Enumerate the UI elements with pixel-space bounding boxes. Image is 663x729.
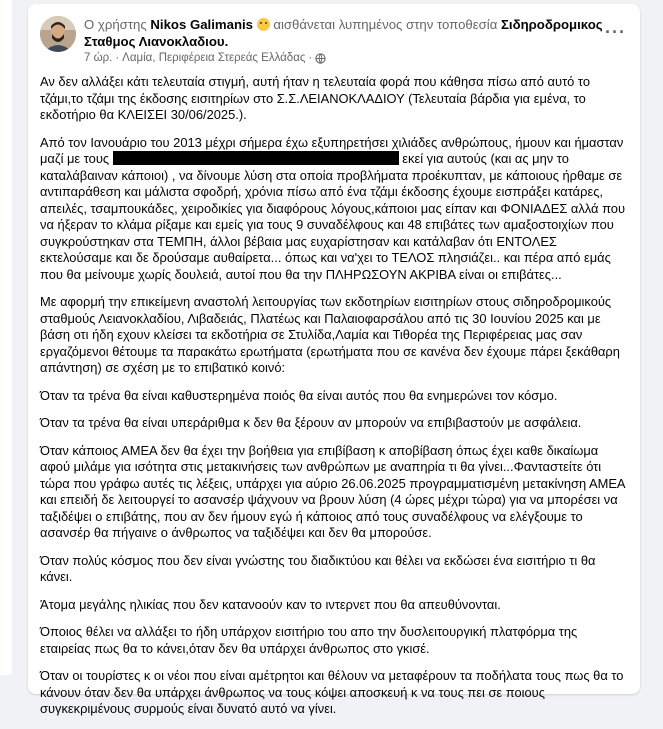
meta-separator: · (115, 52, 120, 64)
feeling-text: αισθάνεται λυπημένος στην τοποθεσία (273, 17, 498, 32)
post-paragraph-7: Όταν πολύς κόσμος που δεν είναι γνώστης του διαδικτύου και θέλει να εκδώσει ένα εισιτήριο τι θα κάνει. (40, 552, 596, 584)
post-body (40, 74, 630, 729)
post-paragraph-2-start: Από τον Ιανουάριο του 2013 μέχρι σήμερα έχω εξυπηρετήσει χιλιάδες ανθρώπους, ήμουν και ήμασταν μαζί με τους (40, 134, 624, 166)
globe-icon (315, 53, 326, 64)
post-paragraph-10: Όταν οι τουρίστες κ οι νέοι που είναι αμέτρητοι και θέλουν να μεταφέρουν τα ποδήλατα τους πως θα το κάνουν όταν δεν θα υπάρχει άνθρωπος να τους κόψει αποσκευή κ να τους πει σε ποιους συγκεκριμένους συρμούς είναι δυνατό αυτό να γίνει. (40, 668, 624, 716)
post-paragraph-8: Άτομα μεγάλης ηλικίας που δεν κατανοούν καν το ιντερνετ που θα απευθύνονται. (40, 596, 501, 612)
post-time[interactable]: 7 ώρ. (84, 52, 113, 64)
more-options-button[interactable]: ··· (605, 22, 626, 42)
post-paragraph-9: Όποιος θέλει να αλλάξει το ήδη υπάρχον εισιτήριο του απο την δυσλειτουργική πλατφόρμα της εταιρείας πως θα το κάνει,όταν δεν θα υπάρχει άνθρωπος στο γκισέ. (40, 624, 578, 656)
post-paragraph-5: Όταν τα τρένα θα είναι υπεράριθμα κ δεν θα ξέρουν αν μπορούν να επιβιβαστούν με ασφάλεια. (40, 415, 582, 430)
post-paragraph-2-rest: εκεί για αυτούς (και ας μην το καταλάβαιναν κάποιοι) , να δίνουμε λύση στα οποία προβλήματα προέκυπταν, με κάποιους ήρθαμε σε αντιπαράθεση και μάλιστα σφοδρή, χρόνια πίσω από ένα τζάμι έκδοσης έχουμε εισπράξει κατάρες, απειλές, τσαμπουκάδες, χειροδικίες για διαφόρους λόγους,κάποιοι μας είπαν και ΦΟΝΙΑΔΕΣ αλλά που να ήξεραν το κλάμα ρίξαμε και εμείς για τους 9 συναδέλφους και 48 επιβάτες των αμαξοστοιχίων που συγκρούστηκαν στα ΤΕΜΠΗ, άλλοι βέβαια μας ευχαρίστησαν και κατάλαβαν ότι ΕΝΤΟΛΕΣ εκτελούσαμε και δε δρούσαμε αυθαίρετα... όπως και να'χει το ΤΕΛΟΣ πλησιάζει.. και πέρα από εμάς που θα μείνουμε χωρίς δουλειά, αυτοί που θα την ΠΛΗΡΩΣΟΥΝ ΑΚΡΙΒΑ είναι οι επιβάτες... (40, 151, 626, 282)
location-link[interactable]: Σιδηροδρομικος Σταθμος Λιανοκλαδιου. (84, 17, 603, 49)
redacted-block (113, 151, 399, 165)
side-panel-fragment-top (0, 0, 12, 490)
header-prefix: Ο χρήστης (84, 17, 147, 32)
post-card (28, 4, 640, 716)
avatar-photo (40, 16, 76, 52)
sad-face-icon (257, 18, 270, 31)
author-avatar[interactable] (40, 16, 76, 52)
post-paragraph-1: Αν δεν αλλάξει κάτι τελευταία στιγμή, αυτή ήταν η τελευταία φορά που κάθησα πίσω από αυτό το τζάμι,το τζάμι της έκδοσης εισιτηρίων στο Σ.Σ.ΛΕΙΑΝΟΚΛΑΔΙΟΥ (Τελευταία βάρδια για εμένα, το εκδοτήριο θα ΚΛΕΙΣΕΙ 30/06/2025.). (40, 74, 590, 122)
post-paragraph-6: Όταν κάποιος ΑΜΕΑ δεν θα έχει την βοήθεια για επιβίβαση κ αποβίβαση όπως έχει καθε δικαίωμα αφού μιλάμε για ισότητα στις μετακινήσεις των ανθρώπων με αναπηρία τι θα γίνει...Φανταστείτε ότι τώρα που γράφω αυτές τις λέξεις, υπάρχει για αύριο 26.06.2025 προγραμματισμένη μετακίνηση ΑΜΕΑ και επειδή δε λειτουργεί το ασανσέρ ψάχνουν να βρουν λύση (4 ώρες μέχρι τώρα) για να μπορέσει να ταξιδέψει ο επιβάτης, που αν δεν ήμουν εγώ ή κάποιος από τους συναδέλφους να ελέγξουμε το ασανσέρ θα πήγαινε ο άνθρωπος να ταξιδέψει και δεν θα μπορούσε. (40, 442, 625, 540)
post-location[interactable]: Λαμία, Περιφέρεια Στερεάς Ελλάδας (122, 52, 306, 64)
post-paragraph-4: Όταν τα τρένα θα είναι καθυστερημένα ποιός θα είναι αυτός που θα ενημερώνει τον κόσμο. (40, 387, 558, 403)
post-header (84, 16, 604, 50)
post-paragraph-2 (40, 135, 630, 284)
author-name[interactable]: Nikos Galimanis (150, 17, 253, 32)
post-meta (84, 52, 326, 64)
meta-separator-2: · (308, 52, 313, 64)
left-side-panel (0, 0, 12, 675)
post-paragraph-3: Με αφορμή την επικείμενη αναστολή λειτουργίας των εκδοτηρίων εισιτηρίων στους σιδηροδρομικούς σταθμούς Λειανοκλαδίου, Λιβαδειάς, Πλατέως και Παλαιοφαρσάλου από τις 30 Ιουνίου 2025 και με βάση οτι ήδη εχουν κλείσει τα εκδοτήρια σε Στυλίδα,Λαμία και Τιθορέα της Περιφέρειας μας σαν εργαζόμενοι θέτουμε τα παρακάτω ερωτήματα (ερωτήματα που σε κανένα δεν έχουμε πάρει ξεκάθαρη απάντηση) σε σχέση με το επιβατικό κοινό: (40, 294, 620, 375)
side-panel-fragment-bottom (0, 505, 12, 675)
